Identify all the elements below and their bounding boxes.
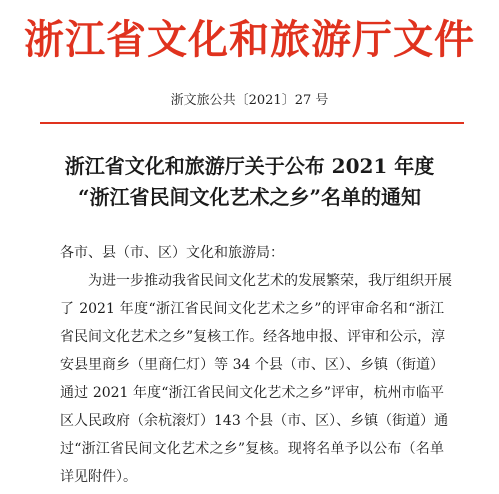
body-line: 详见附件）。 bbox=[60, 469, 137, 485]
body-line: 过“浙江省民间文化艺术之乡”复核。现将名单予以公布（名单 bbox=[60, 441, 444, 457]
salutation: 各市、县（市、区）文化和旅游局： bbox=[60, 245, 284, 261]
document-number: 浙文旅公共〔2021〕27 号 bbox=[170, 93, 329, 108]
body-line: 安县里商乡（里商仁灯）等 34 个县（市、区）、乡镇（街道） bbox=[60, 357, 444, 373]
body-line: 为进一步推动我省民间文化艺术的发展繁荣，我厅组织开展 bbox=[88, 273, 452, 289]
issuer-header: 浙江省文化和旅游厅文件 bbox=[24, 16, 475, 63]
body-line: 省民间文化艺术之乡”复核工作。经各地申报、评审和公示，淳 bbox=[60, 329, 446, 345]
body-line: 了 2021 年度“浙江省民间文化艺术之乡”的评审命名和“浙江 bbox=[60, 301, 444, 317]
notice-title-line-2: “浙江省民间文化艺术之乡”名单的通知 bbox=[77, 185, 421, 209]
body-line: 通过 2021 年度“浙江省民间文化艺术之乡”评审，杭州市临平 bbox=[60, 385, 444, 401]
red-separator-line bbox=[40, 122, 464, 124]
notice-title-line-1: 浙江省文化和旅游厅关于公布 2021 年度 bbox=[64, 154, 435, 178]
body-line: 区人民政府（余杭滚灯）143 个县（市、区）、乡镇（街道）通 bbox=[60, 413, 449, 429]
